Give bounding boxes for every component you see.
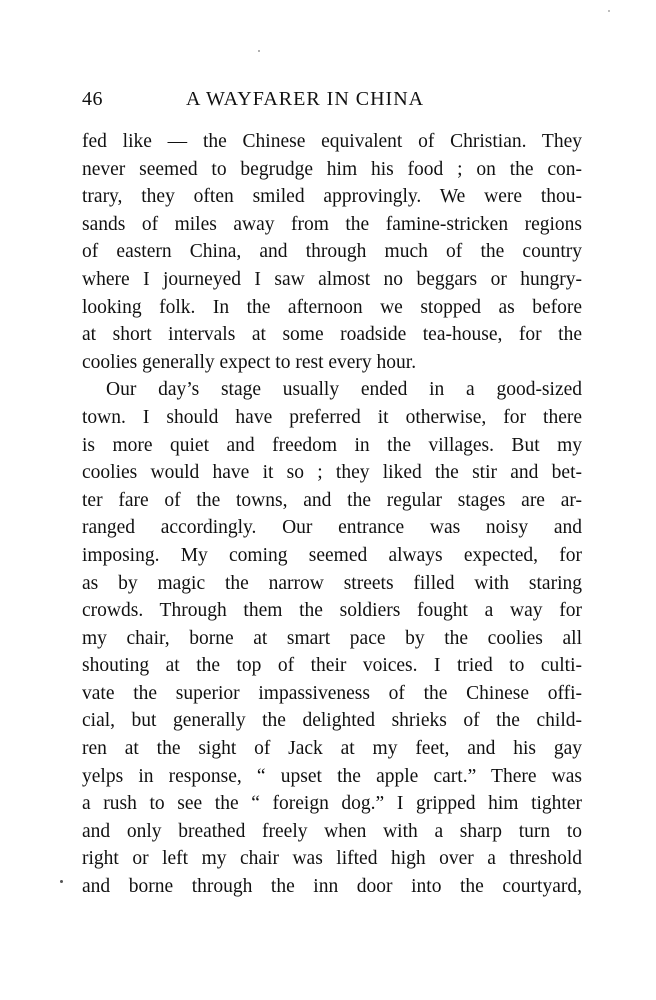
- text-line: at short intervals at some roadside tea-house, for the: [82, 324, 582, 346]
- text-line: and borne through the inn door into the courtyard,: [82, 876, 582, 898]
- page-number: 46: [82, 88, 103, 110]
- text-line: ter fare of the towns, and the regular stages are ar-: [82, 489, 582, 511]
- text-line: town. I should have preferred it otherwise, for there: [82, 406, 582, 428]
- text-line: imposing. My coming seemed always expected, for: [82, 544, 582, 566]
- text-line: sands of miles away from the famine-stricken regions: [82, 213, 582, 235]
- text-line: yelps in response, “ upset the apple cart.” There was: [82, 765, 582, 787]
- text-line: shouting at the top of their voices. I tried to culti-: [82, 655, 582, 677]
- text-line-paragraph-start: Our day’s stage usually ended in a good-sized: [106, 379, 582, 401]
- text-line: where I journeyed I saw almost no beggars or hungry-: [82, 268, 582, 290]
- text-line: right or left my chair was lifted high over a threshold: [82, 848, 582, 870]
- text-line: looking folk. In the afternoon we stopped as before: [82, 296, 582, 318]
- text-line: vate the superior impassiveness of the Chinese offi-: [82, 682, 582, 704]
- text-line: my chair, borne at smart pace by the coolies all: [82, 627, 582, 649]
- text-line: as by magic the narrow streets filled with staring: [82, 572, 582, 594]
- body-text: [82, 128, 582, 901]
- text-line: cial, but generally the delighted shrieks of the child-: [82, 710, 582, 732]
- text-line: ranged accordingly. Our entrance was noisy and: [82, 517, 582, 539]
- text-line: coolies would have it so ; they liked the stir and bet-: [82, 462, 582, 484]
- text-line: is more quiet and freedom in the villages. But my: [82, 434, 582, 456]
- text-line: never seemed to begrudge him his food ; on the con-: [82, 158, 582, 180]
- text-line: a rush to see the “ foreign dog.” I gripped him tighter: [82, 793, 582, 815]
- text-line: and only breathed freely when with a sharp turn to: [82, 820, 582, 842]
- text-line-paragraph-end: coolies generally expect to rest every hour.: [82, 351, 417, 373]
- text-line: crowds. Through them the soldiers fought a way for: [82, 600, 582, 622]
- text-line: ren at the sight of Jack at my feet, and his gay: [82, 738, 582, 760]
- scan-speck: [258, 50, 260, 52]
- scan-speck: [60, 880, 63, 883]
- text-line: of eastern China, and through much of the country: [82, 241, 582, 263]
- text-line: fed like — the Chinese equivalent of Christian. They: [82, 131, 582, 152]
- scan-speck: [608, 10, 610, 12]
- running-head: [82, 88, 582, 118]
- text-line: trary, they often smiled approvingly. We were thou-: [82, 186, 582, 208]
- running-title: A WAYFARER IN CHINA: [186, 88, 425, 110]
